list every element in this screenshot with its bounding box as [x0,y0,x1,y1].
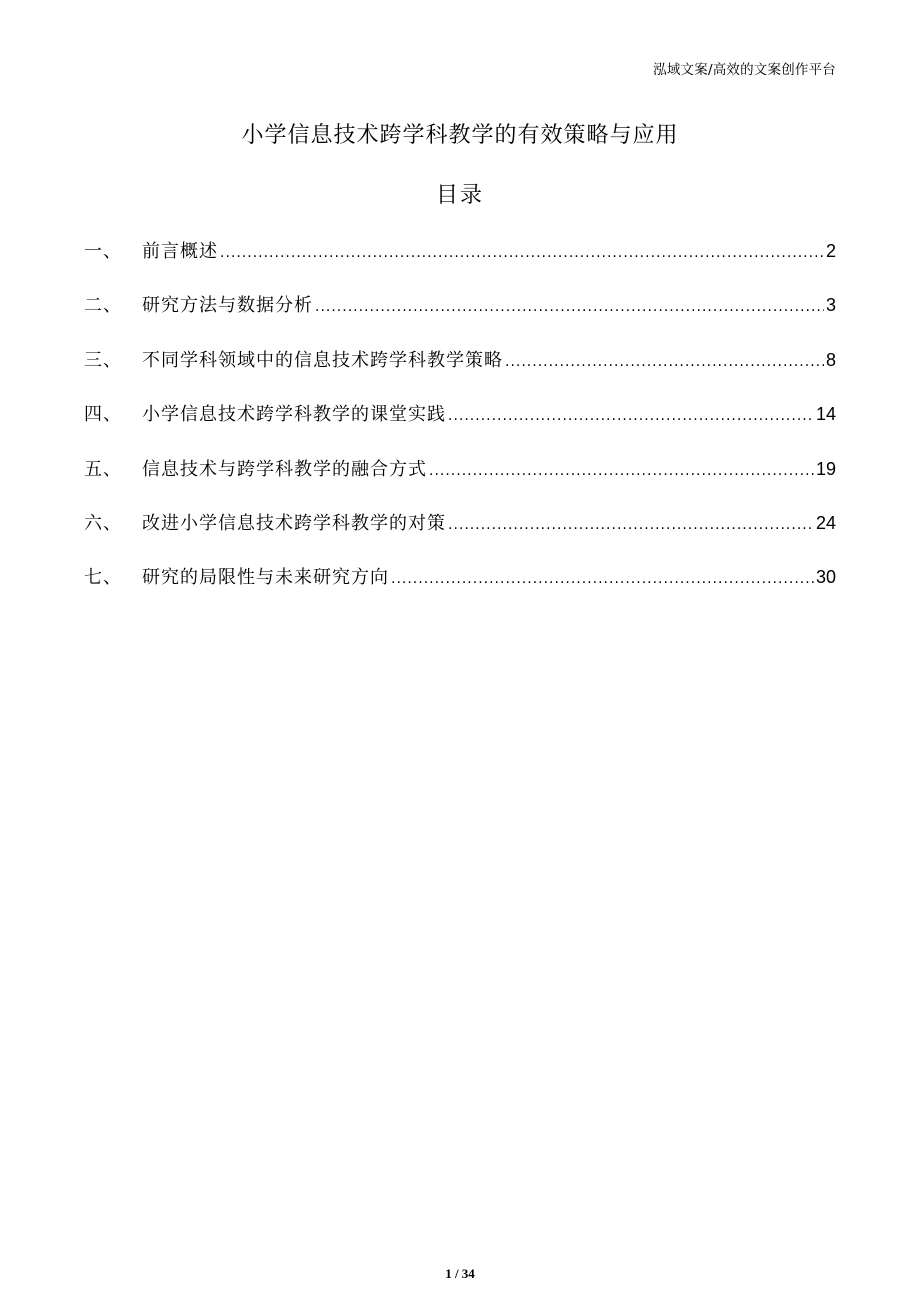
toc-entry-number: 七、 [84,567,122,589]
toc-dot-leader [220,234,824,272]
toc-entry-page: 14 [815,404,836,425]
toc-dot-leader [429,452,814,490]
page-header: 泓域文案/高效的文案创作平台 [653,62,836,78]
toc-entry-page: 19 [815,458,836,479]
toc-entry-1[interactable] [84,232,836,286]
header-rule [84,80,836,81]
toc-dot-leader [315,288,824,326]
toc-dot-leader [448,506,814,544]
toc-entry-title: 不同学科领域中的信息技术跨学科教学策略 [142,349,503,371]
toc-title: 目录 [435,183,484,208]
toc-entry-number: 二、 [84,295,122,317]
toc-entry-title: 研究方法与数据分析 [142,295,313,317]
table-of-contents [84,232,836,613]
toc-dot-leader [391,560,814,598]
toc-entry-number: 五、 [84,458,122,480]
toc-entry-number: 三、 [84,349,122,371]
toc-entry-6[interactable] [84,504,836,558]
toc-entry-number: 一、 [84,241,122,262]
toc-entry-number: 四、 [84,404,122,426]
toc-entry-3[interactable] [84,341,836,395]
toc-entry-page: 30 [815,567,836,588]
toc-entry-7[interactable] [84,558,836,612]
toc-entry-page: 24 [815,512,836,533]
toc-entry-title: 信息技术与跨学科教学的融合方式 [142,458,427,480]
toc-entry-5[interactable] [84,450,836,504]
toc-entry-page: 3 [825,295,836,316]
toc-entry-page: 2 [825,241,836,261]
toc-entry-page: 8 [825,349,836,370]
page-number-footer: 1 / 34 [445,1266,475,1281]
toc-entry-number: 六、 [84,512,122,534]
toc-entry-title: 研究的局限性与未来研究方向 [142,567,389,589]
toc-entry-title: 前言概述 [142,241,218,262]
toc-entry-2[interactable] [84,286,836,340]
toc-entry-title: 小学信息技术跨学科教学的课堂实践 [142,404,446,426]
toc-dot-leader [505,343,824,381]
toc-entry-title: 改进小学信息技术跨学科教学的对策 [142,512,446,534]
toc-entry-4[interactable] [84,395,836,449]
document-title: 小学信息技术跨学科教学的有效策略与应用 [241,123,679,148]
toc-dot-leader [448,397,814,435]
